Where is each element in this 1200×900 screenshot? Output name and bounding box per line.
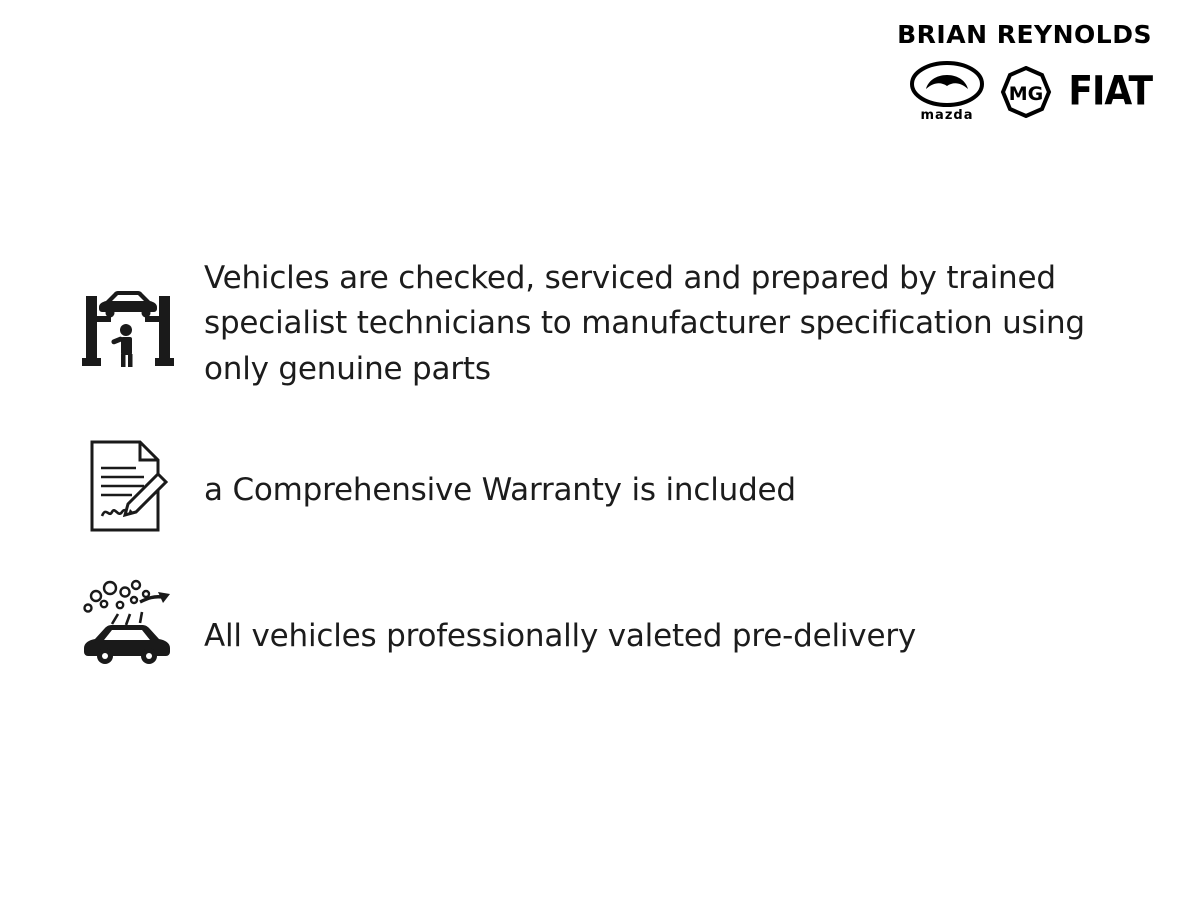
car-lift-icon-glyph (82, 286, 174, 372)
mazda-logo (910, 61, 984, 123)
mg-logo (1000, 66, 1052, 118)
feature-text: Vehicles are checked, serviced and prepared by trained specialist technicians to manufacturer specification using only genuine parts (204, 260, 1085, 387)
list-item (68, 250, 1158, 392)
feature-list (68, 250, 1158, 718)
mg-logo-icon (1000, 66, 1052, 118)
car-wash-icon (68, 578, 188, 674)
brand-header (897, 22, 1152, 123)
feature-text: a Comprehensive Warranty is included (204, 471, 796, 508)
signed-document-icon-glyph (86, 438, 170, 534)
fiat-logo: FIAT (1068, 68, 1152, 115)
car-wash-icon-glyph (78, 578, 178, 674)
list-item (68, 578, 1158, 674)
car-lift-icon (68, 250, 188, 372)
svg-text:MG: MG (1009, 83, 1044, 105)
feature-text: All vehicles professionally valeted pre-delivery (204, 617, 917, 654)
dealer-name: BRIAN REYNOLDS (897, 20, 1152, 49)
mazda-logo-icon (910, 61, 984, 123)
list-item (68, 436, 1158, 534)
brand-logo-group (897, 61, 1152, 123)
signed-document-icon (68, 436, 188, 534)
svg-text:mazda: mazda (920, 108, 974, 123)
